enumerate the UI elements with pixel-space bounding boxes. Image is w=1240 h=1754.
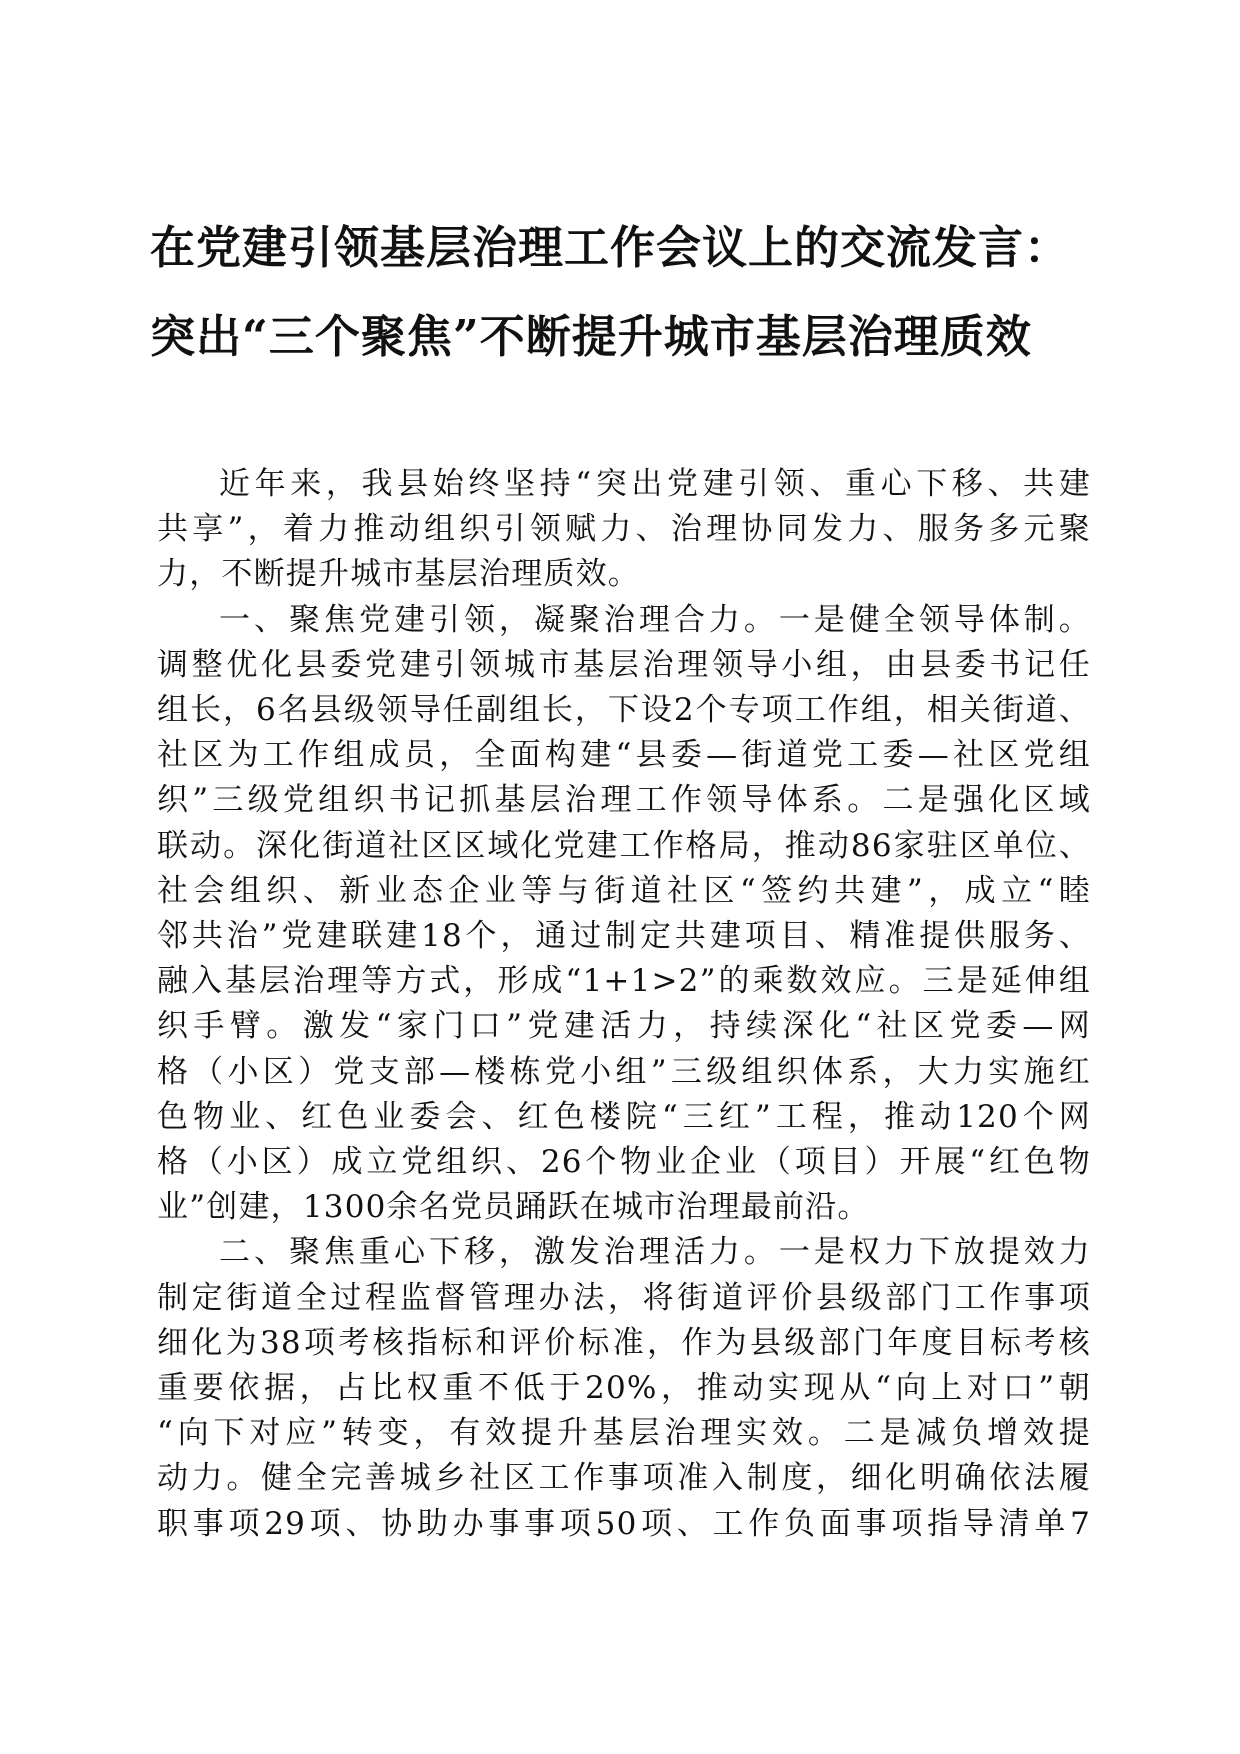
paragraph-line: 格（小区）党支部—楼栋党小组”三级组织体系，大力实施红 [157, 1053, 1091, 1090]
paragraph-line: 力，不断提升城市基层治理质效。 [157, 556, 640, 593]
document-title [150, 222, 1090, 363]
title-line-1: 在党建引领基层治理工作会议上的交流发言： [150, 221, 1071, 274]
paragraph-line: 制定街道全过程监督管理办法，将街道评价县级部门工作事项 [157, 1279, 1091, 1316]
title-line-2: 突出“三个聚焦”不断提升城市基层治理质效 [150, 310, 1032, 363]
paragraph-line: 社会组织、新业态企业等与街道社区“签约共建”，成立“睦 [157, 872, 1091, 909]
paragraph-line: 织手臂。激发“家门口”党建活力，持续深化“社区党委—网 [157, 1008, 1091, 1045]
paragraph-line: 邻共治”党建联建18个，通过制定共建项目、精准提供服务、 [157, 918, 1091, 955]
paragraph-line: 色物业、红色业委会、红色楼院“三红”工程，推动120个网 [157, 1098, 1091, 1135]
paragraph-line: 职事项29项、协助办事事项50项、工作负面事项指导清单7 [157, 1505, 1091, 1542]
body-paragraph [157, 462, 1091, 598]
paragraph-line: 一、聚焦党建引领，凝聚治理合力。一是健全领导体制。 [219, 601, 1091, 638]
paragraph-line: “向下对应”转变，有效提升基层治理实效。二是减负增效提 [157, 1415, 1091, 1452]
paragraph-line: 织”三级党组织书记抓基层治理工作领导体系。二是强化区域 [157, 782, 1091, 819]
body-paragraph [157, 1230, 1091, 1546]
paragraph-line: 融入基层治理等方式，形成“1+1>2”的乘数效应。三是延伸组 [157, 963, 1091, 1000]
document-body [157, 462, 1091, 1547]
paragraph-line: 二、聚焦重心下移，激发治理活力。一是权力下放提效力 [219, 1234, 1091, 1271]
paragraph-line: 近年来，我县始终坚持“突出党建引领、重心下移、共建 [219, 466, 1091, 502]
paragraph-line: 业”创建，1300余名党员踊跃在城市治理最前沿。 [157, 1189, 870, 1226]
body-paragraph [157, 598, 1091, 1231]
paragraph-line: 联动。深化街道社区区域化党建工作格局，推动86家驻区单位、 [157, 827, 1091, 864]
paragraph-line: 重要依据，占比权重不低于20%，推动实现从“向上对口”朝 [157, 1370, 1091, 1407]
paragraph-line: 格（小区）成立党组织、26个物业企业（项目）开展“红色物 [157, 1144, 1091, 1181]
paragraph-line: 组长，6名县级领导任副组长，下设2个专项工作组，相关街道、 [157, 692, 1091, 729]
paragraph-line: 调整优化县委党建引领城市基层治理领导小组，由县委书记任 [157, 646, 1091, 683]
paragraph-line: 社区为工作组成员，全面构建“县委—街道党工委—社区党组 [157, 737, 1091, 774]
paragraph-line: 动力。健全完善城乡社区工作事项准入制度，细化明确依法履 [157, 1460, 1091, 1497]
paragraph-line: 共享”，着力推动组织引领赋力、治理协同发力、服务多元聚 [157, 511, 1091, 548]
paragraph-line: 细化为38项考核指标和评价标准，作为县级部门年度目标考核 [157, 1324, 1091, 1361]
